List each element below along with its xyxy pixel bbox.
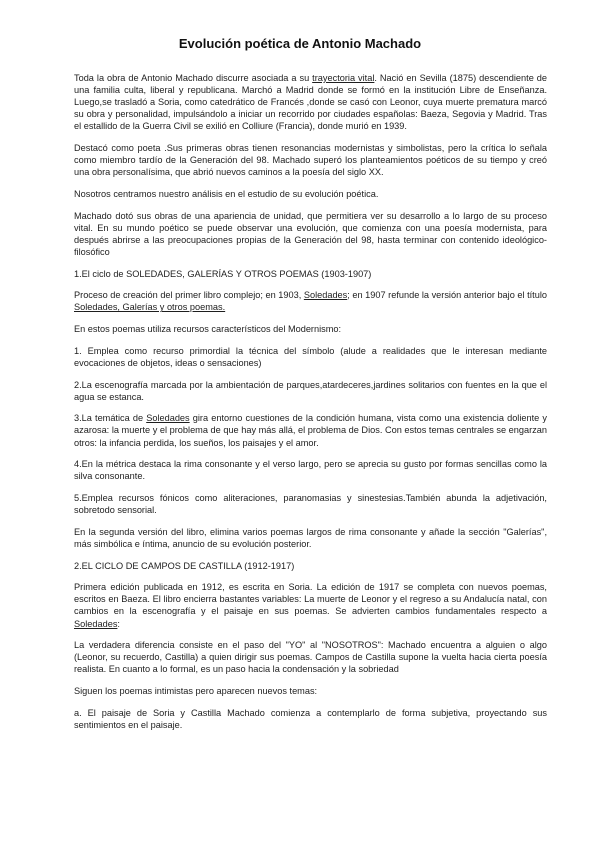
link-soledades[interactable]: Soledades — [303, 290, 348, 301]
list-item-metrics: 4.En la métrica destaca la rima consonante y el verso largo, pero se aprecia su gusto por formas sencillas como la silva consonante. — [74, 459, 547, 482]
link-soledades-changes[interactable]: Soledades — [74, 618, 118, 629]
paragraph-poet: Destacó como poeta .Sus primeras obras tienen resonancias modernistas y simbolistas, pero la crítica lo señala como miembro tardío de la Generación del 98. Machado superó los planteamientos poéticos de su tiempo y creó una obra personalísima, que abrió nuevos caminos a la poesía del siglo XX. — [74, 143, 547, 178]
link-trayectoria-vital[interactable]: trayectoria vital — [312, 73, 375, 83]
section-heading-soledades: 1.El ciclo de SOLEDADES, GALERÍAS Y OTROS POEMAS (1903-1907) — [74, 268, 372, 279]
paragraph-modernism: En estos poemas utiliza recursos característicos del Modernismo: — [74, 324, 342, 335]
list-item-symbol: 1. Emplea como recurso primordial la técnica del símbolo (alude a realidades que le interesan mediante evocaciones de objetos, ideas o sensaciones) — [74, 345, 547, 368]
list-item-landscape: a. El paisaje de Soria y Castilla Machado comienza a contemplarlo de forma subjetiva, proyectando sus sentimientos en el paisaje. — [74, 707, 547, 730]
paragraph-evolution: Machado dotó sus obras de una apariencia de unidad, que permitiera ver su desarrollo a lo largo de su proceso vital. En su mundo poético se puede observar una evolución, que comienza con una poesía modernista, para después abrirse a las preocupaciones propias de la Generación del 98, hasta terminar con contenido ideológico-filosófico — [74, 210, 547, 257]
paragraph-analysis: Nosotros centramos nuestro análisis en el estudio de su evolución poética. — [74, 188, 379, 199]
list-item-themes: 3.La temática de Soledades gira entorno cuestiones de la condición humana, vista como una existencia doliente y azarosa: la muerte y el problema de que hay más allá, el problema de Dios. Con estos temas centrales se engarzan otros: la infancia perdida, los sueños, los paisajes y el amor. — [74, 413, 547, 448]
link-soledades-galerias[interactable]: Soledades, Galerías y otros poemas. — [74, 302, 226, 313]
paragraph-first-edition: Primera edición publicada en 1912, es escrita en Soria. La edición de 1917 se completa con nuevos poemas, escritos en Baeza. El libro encierra bastantes variables: La muerte de Leonor y el regreso a su Andalucía natal, con cambios en la escenografía y el paisaje en sus poemas. Se advierten cambios fundamentales respecto a Soledades: — [74, 582, 547, 629]
section-heading-campos: 2.EL CICLO DE CAMPOS DE CASTILLA (1912-1917) — [74, 560, 295, 571]
document-body — [74, 72, 547, 741]
list-item-phonics: 5.Emplea recursos fónicos como aliteraciones, paranomasias y sinestesias.También abunda la adjetivación, sobretodo sensorial. — [74, 492, 547, 516]
paragraph-new-themes: Siguen los poemas intimistas pero aparecen nuevos temas: — [74, 686, 318, 697]
list-item-scenography: 2.La escenografía marcada por la ambientación de parques,atardeceres,jardines solitarios con fuentes en la que el agua se estanca. — [74, 379, 547, 402]
paragraph-biography: Toda la obra de Antonio Machado discurre asociada a su trayectoria vital. Nació en Sevilla (1875) descendiente de una familia culta, liberal y republicana. Marchó a Madrid donde se formó en la institución Libre de Enseñanza. Luego,se trasladó a Soria, como catedrático de Francés ,donde se casó con Leonor, cuya muerte prematura marcó su obra y personalidad, impulsándolo a iniciar un recorrido por ciudades españolas: Baeza, Segovia y Madrid. Tras el estallido de la Guerra Civil se exilió en Colliure (Francia), donde murió en 1939. — [74, 73, 548, 132]
link-soledades-themes[interactable]: Soledades — [146, 413, 190, 424]
paragraph-second-version: En la segunda versión del libro, elimina varios poemas largos de rima consonante y añade la sección "Galerías", más simbólica e íntima, anuncio de su evolución posterior. — [74, 526, 547, 549]
paragraph-creation: Proceso de creación del primer libro complejo; en 1903, Soledades; en 1907 refunde la versión anterior bajo el título Soledades, Galerías y otros poemas. — [74, 290, 547, 313]
paragraph-difference: La verdadera diferencia consiste en el paso del "YO" al "NOSOTROS": Machado encuentra a alguien o algo (Leonor, su recuerdo, Castilla) a quien dirigir sus poemas. Campos de Castilla supone la vuelta hacia cierta poesía realista. En cuanto a lo formal, es un paso hacia la condensación y la sobriedad — [74, 640, 547, 675]
document-title: Evolución poética de Antonio Machado — [178, 36, 422, 51]
